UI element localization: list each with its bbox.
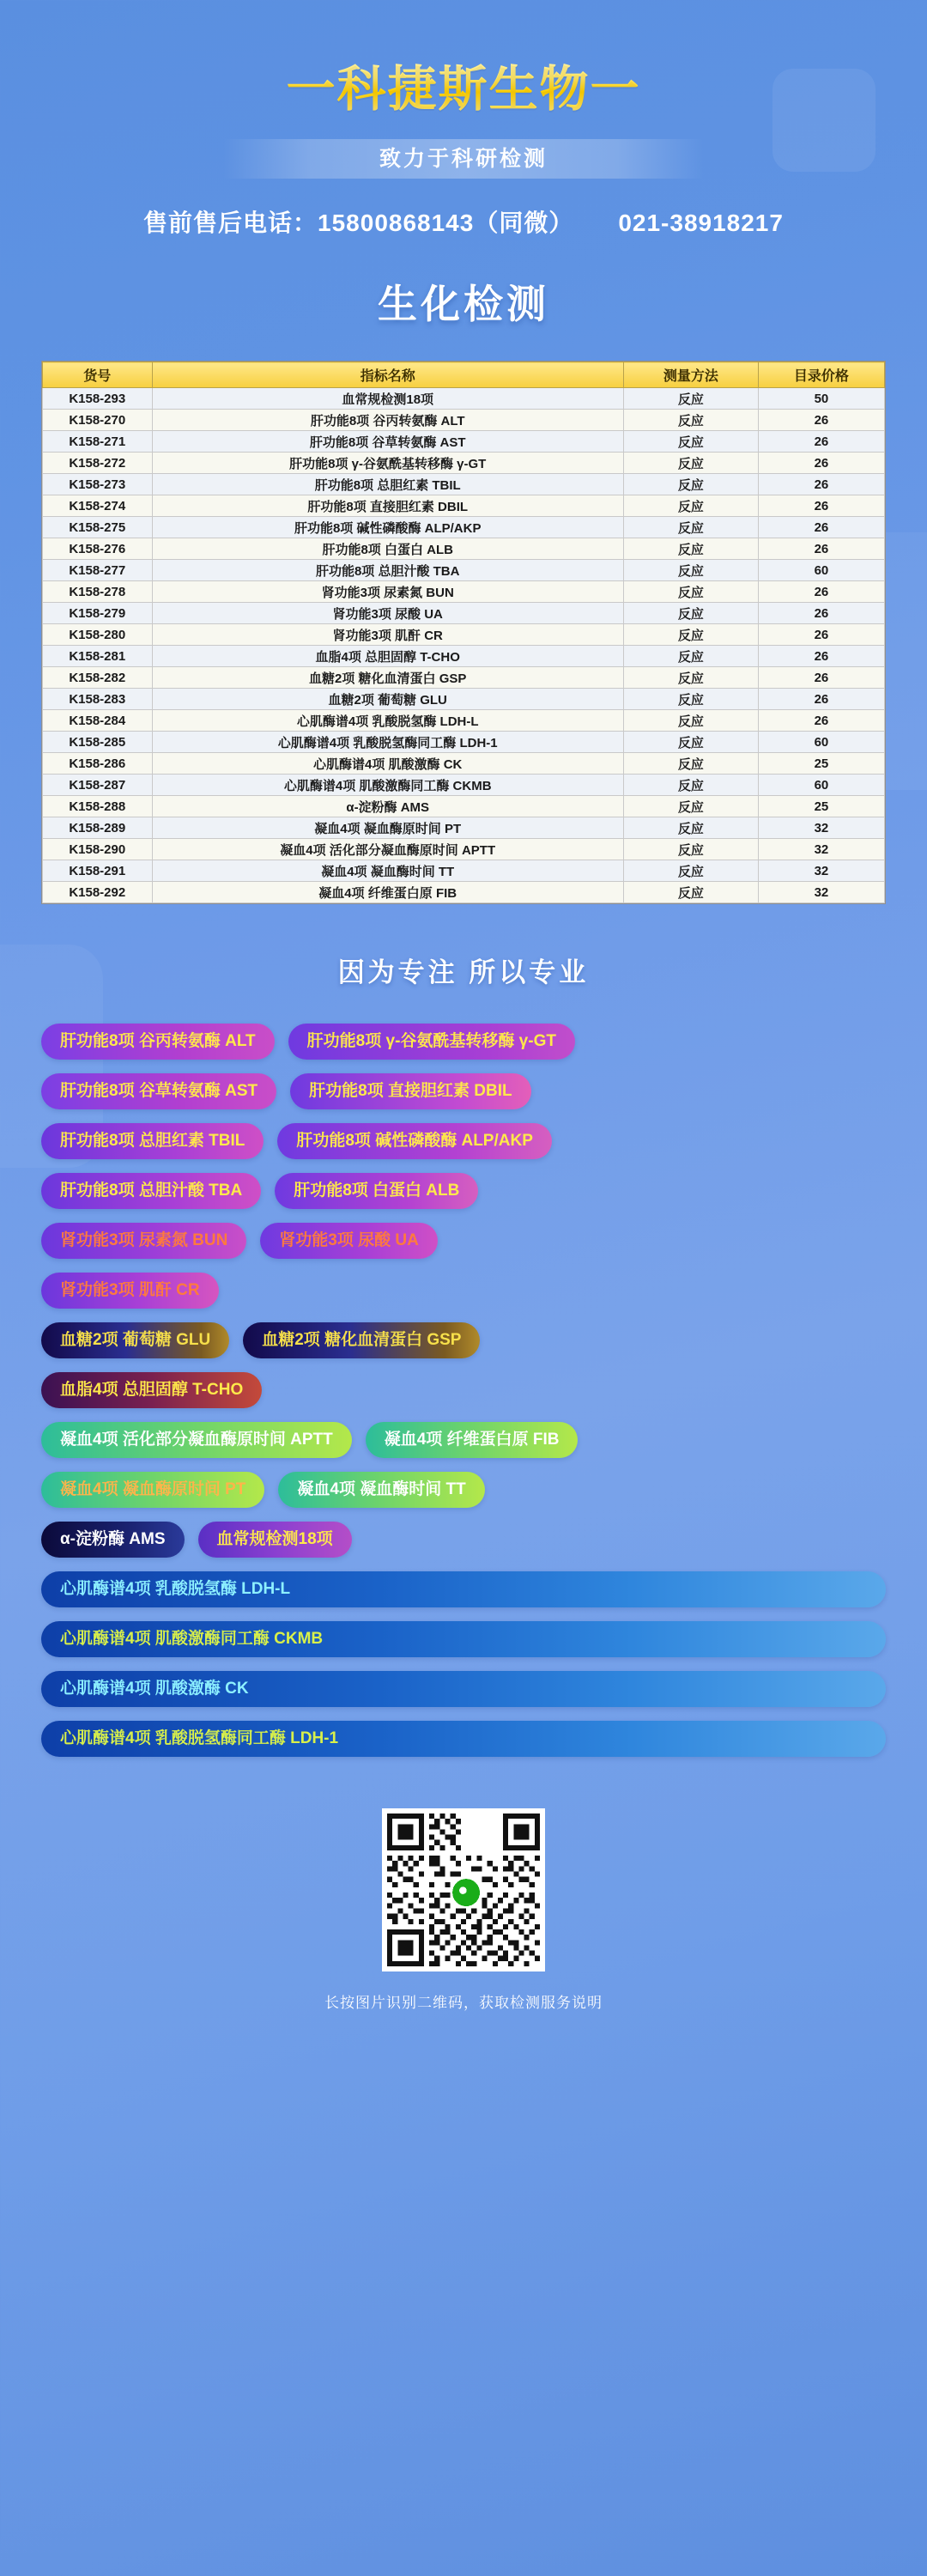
cell-price: 26 <box>758 581 884 603</box>
cell-method: 反应 <box>623 538 758 560</box>
table-row <box>43 388 885 410</box>
column-header-method: 测量方法 <box>623 362 758 388</box>
table-row <box>43 882 885 903</box>
cell-price: 26 <box>758 667 884 689</box>
pill-row <box>41 1173 886 1209</box>
table-row <box>43 689 885 710</box>
pill-row <box>41 1223 886 1259</box>
pill-tag[interactable]: α-淀粉酶 AMS <box>41 1522 185 1558</box>
cell-price: 26 <box>758 538 884 560</box>
pill-tag[interactable]: 血脂4项 总胆固醇 T-CHO <box>41 1372 262 1408</box>
pill-row <box>41 1422 886 1458</box>
cell-code: K158-270 <box>43 410 153 431</box>
brand-title: 一科捷斯生物一 <box>287 50 641 120</box>
cell-code: K158-278 <box>43 581 153 603</box>
pill-row <box>41 1721 886 1757</box>
page-title: 生化检测 <box>378 282 549 326</box>
cell-method: 反应 <box>623 775 758 796</box>
cell-method: 反应 <box>623 817 758 839</box>
cell-name: 肾功能3项 肌酐 CR <box>152 624 623 646</box>
table-row <box>43 732 885 753</box>
cell-method: 反应 <box>623 646 758 667</box>
cell-price: 32 <box>758 839 884 860</box>
table-row <box>43 410 885 431</box>
cell-name: 肝功能8项 直接胆红素 DBIL <box>152 495 623 517</box>
cell-name: 心肌酶谱4项 乳酸脱氢酶同工酶 LDH-1 <box>152 732 623 753</box>
cell-name: 肝功能8项 白蛋白 ALB <box>152 538 623 560</box>
contact-phones <box>41 204 886 239</box>
cell-method: 反应 <box>623 453 758 474</box>
cell-code: K158-274 <box>43 495 153 517</box>
pill-row <box>41 1671 886 1707</box>
pill-tag[interactable]: 肝功能8项 谷丙转氨酶 ALT <box>41 1024 275 1060</box>
cell-code: K158-286 <box>43 753 153 775</box>
cell-name: 心肌酶谱4项 乳酸脱氢酶 LDH-L <box>152 710 623 732</box>
cell-code: K158-282 <box>43 667 153 689</box>
cell-name: α-淀粉酶 AMS <box>152 796 623 817</box>
pill-row <box>41 1621 886 1657</box>
cell-name: 肝功能8项 谷草转氨酶 AST <box>152 431 623 453</box>
cell-name: 肾功能3项 尿素氮 BUN <box>152 581 623 603</box>
cell-method: 反应 <box>623 689 758 710</box>
table-row <box>43 710 885 732</box>
pill-tag[interactable]: 凝血4项 活化部分凝血酶原时间 APTT <box>41 1422 352 1458</box>
cell-name: 肝功能8项 总胆汁酸 TBA <box>152 560 623 581</box>
cell-price: 26 <box>758 453 884 474</box>
cell-price: 60 <box>758 560 884 581</box>
pill-row <box>41 1073 886 1109</box>
table-row <box>43 839 885 860</box>
cell-name: 肝功能8项 碱性磷酸酶 ALP/AKP <box>152 517 623 538</box>
pill-tag[interactable]: 肝功能8项 总胆红素 TBIL <box>41 1123 264 1159</box>
pill-row <box>41 1472 886 1508</box>
cell-name: 心肌酶谱4项 肌酸激酶 CK <box>152 753 623 775</box>
cell-name: 肾功能3项 尿酸 UA <box>152 603 623 624</box>
cell-method: 反应 <box>623 603 758 624</box>
pill-tag[interactable]: 肾功能3项 尿素氮 BUN <box>41 1223 246 1259</box>
table-row <box>43 581 885 603</box>
cell-price: 26 <box>758 689 884 710</box>
cell-code: K158-284 <box>43 710 153 732</box>
table-row <box>43 453 885 474</box>
cell-price: 26 <box>758 603 884 624</box>
table-row <box>43 474 885 495</box>
cell-name: 凝血4项 凝血酶原时间 PT <box>152 817 623 839</box>
pill-tag-wide[interactable]: 心肌酶谱4项 乳酸脱氢酶同工酶 LDH-1 <box>41 1721 886 1757</box>
cell-price: 26 <box>758 710 884 732</box>
cell-code: K158-287 <box>43 775 153 796</box>
cell-name: 血常规检测18项 <box>152 388 623 410</box>
table-header-row <box>43 362 885 388</box>
pill-tag-wide[interactable]: 心肌酶谱4项 乳酸脱氢酶 LDH-L <box>41 1571 886 1607</box>
cell-method: 反应 <box>623 732 758 753</box>
cell-code: K158-276 <box>43 538 153 560</box>
pill-tag[interactable]: 肝功能8项 碱性磷酸酶 ALP/AKP <box>277 1123 552 1159</box>
cell-method: 反应 <box>623 560 758 581</box>
cell-code: K158-289 <box>43 817 153 839</box>
page-header <box>41 0 886 330</box>
pill-row <box>41 1372 886 1408</box>
table-row <box>43 817 885 839</box>
table-row <box>43 646 885 667</box>
cell-price: 26 <box>758 431 884 453</box>
cell-price: 50 <box>758 388 884 410</box>
cell-price: 25 <box>758 753 884 775</box>
cell-method: 反应 <box>623 517 758 538</box>
cell-method: 反应 <box>623 882 758 903</box>
table-row <box>43 431 885 453</box>
cell-name: 肝功能8项 γ-谷氨酰基转移酶 γ-GT <box>152 453 623 474</box>
cell-name: 肝功能8项 谷丙转氨酶 ALT <box>152 410 623 431</box>
cell-method: 反应 <box>623 495 758 517</box>
cell-code: K158-290 <box>43 839 153 860</box>
cell-method: 反应 <box>623 388 758 410</box>
cell-name: 凝血4项 活化部分凝血酶原时间 APTT <box>152 839 623 860</box>
column-header-code: 货号 <box>43 362 153 388</box>
focus-title: 因为专注 所以专业 <box>337 957 590 987</box>
cell-name: 血糖2项 糖化血清蛋白 GSP <box>152 667 623 689</box>
cell-name: 肝功能8项 总胆红素 TBIL <box>152 474 623 495</box>
pill-tag[interactable]: 肝功能8项 总胆汁酸 TBA <box>41 1173 261 1209</box>
cell-method: 反应 <box>623 753 758 775</box>
cell-price: 26 <box>758 646 884 667</box>
cell-price: 26 <box>758 495 884 517</box>
pill-row <box>41 1024 886 1060</box>
column-header-name: 指标名称 <box>152 362 623 388</box>
cell-code: K158-281 <box>43 646 153 667</box>
cell-method: 反应 <box>623 839 758 860</box>
table-row <box>43 495 885 517</box>
cell-code: K158-277 <box>43 560 153 581</box>
qr-caption: 长按图片识别二维码，获取检测服务说明 <box>324 1995 603 2011</box>
cell-code: K158-275 <box>43 517 153 538</box>
cell-price: 32 <box>758 860 884 882</box>
table-row <box>43 560 885 581</box>
cell-code: K158-271 <box>43 431 153 453</box>
cell-price: 26 <box>758 517 884 538</box>
cell-code: K158-288 <box>43 796 153 817</box>
cell-price: 25 <box>758 796 884 817</box>
pill-tag[interactable]: 肾功能3项 肌酐 CR <box>41 1273 219 1309</box>
pill-tag[interactable]: 血糖2项 糖化血清蛋白 GSP <box>243 1322 480 1358</box>
pill-tag[interactable]: 血糖2项 葡萄糖 GLU <box>41 1322 229 1358</box>
pill-row <box>41 1571 886 1607</box>
pill-tag[interactable]: 肝功能8项 谷草转氨酶 AST <box>41 1073 276 1109</box>
qr-section <box>41 1808 886 2012</box>
cell-method: 反应 <box>623 410 758 431</box>
pill-tag-wide[interactable]: 心肌酶谱4项 肌酸激酶 CK <box>41 1671 886 1707</box>
pill-tag[interactable]: 肝功能8项 γ-谷氨酰基转移酶 γ-GT <box>288 1024 575 1060</box>
pill-list <box>41 1024 886 1757</box>
cell-code: K158-280 <box>43 624 153 646</box>
pill-tag[interactable]: 肝功能8项 白蛋白 ALB <box>275 1173 478 1209</box>
table-row <box>43 603 885 624</box>
cell-name: 心肌酶谱4项 肌酸激酶同工酶 CKMB <box>152 775 623 796</box>
cell-method: 反应 <box>623 624 758 646</box>
cell-code: K158-292 <box>43 882 153 903</box>
price-table <box>41 361 886 904</box>
cell-code: K158-283 <box>43 689 153 710</box>
pill-row <box>41 1322 886 1358</box>
qr-code[interactable] <box>382 1808 545 1971</box>
cell-name: 凝血4项 凝血酶时间 TT <box>152 860 623 882</box>
cell-code: K158-272 <box>43 453 153 474</box>
table-row <box>43 796 885 817</box>
table-row <box>43 517 885 538</box>
pill-tag[interactable]: 肾功能3项 尿酸 UA <box>260 1223 438 1259</box>
cell-code: K158-273 <box>43 474 153 495</box>
cell-method: 反应 <box>623 474 758 495</box>
pill-row <box>41 1273 886 1309</box>
table-row <box>43 753 885 775</box>
cell-price: 26 <box>758 410 884 431</box>
pill-tag[interactable]: 凝血4项 凝血酶时间 TT <box>278 1472 484 1508</box>
cell-code: K158-285 <box>43 732 153 753</box>
cell-price: 26 <box>758 624 884 646</box>
cell-price: 32 <box>758 817 884 839</box>
table-row <box>43 860 885 882</box>
pill-row <box>41 1123 886 1159</box>
pill-tag[interactable]: 肝功能8项 直接胆红素 DBIL <box>290 1073 530 1109</box>
cell-method: 反应 <box>623 581 758 603</box>
pill-row <box>41 1522 886 1558</box>
phone-primary: 售前售后电话：15800868143（同微） <box>143 210 574 236</box>
cell-price: 60 <box>758 732 884 753</box>
column-header-price: 目录价格 <box>758 362 884 388</box>
pill-tag[interactable]: 凝血4项 凝血酶原时间 PT <box>41 1472 264 1508</box>
phone-secondary: 021-38918217 <box>618 210 784 236</box>
cell-name: 血糖2项 葡萄糖 GLU <box>152 689 623 710</box>
pill-tag-wide[interactable]: 心肌酶谱4项 肌酸激酶同工酶 CKMB <box>41 1621 886 1657</box>
table-row <box>43 624 885 646</box>
cell-method: 反应 <box>623 796 758 817</box>
table-row <box>43 538 885 560</box>
slogan-banner: 致力于科研检测 <box>223 139 704 179</box>
table-row <box>43 667 885 689</box>
cell-code: K158-279 <box>43 603 153 624</box>
cell-code: K158-293 <box>43 388 153 410</box>
pill-tag[interactable]: 凝血4项 纤维蛋白原 FIB <box>366 1422 579 1458</box>
cell-code: K158-291 <box>43 860 153 882</box>
pill-tag[interactable]: 血常规检测18项 <box>198 1522 352 1558</box>
cell-method: 反应 <box>623 710 758 732</box>
cell-price: 60 <box>758 775 884 796</box>
table-row <box>43 775 885 796</box>
cell-name: 血脂4项 总胆固醇 T-CHO <box>152 646 623 667</box>
cell-method: 反应 <box>623 667 758 689</box>
cell-name: 凝血4项 纤维蛋白原 FIB <box>152 882 623 903</box>
cell-method: 反应 <box>623 431 758 453</box>
cell-price: 26 <box>758 474 884 495</box>
cell-price: 32 <box>758 882 884 903</box>
cell-method: 反应 <box>623 860 758 882</box>
